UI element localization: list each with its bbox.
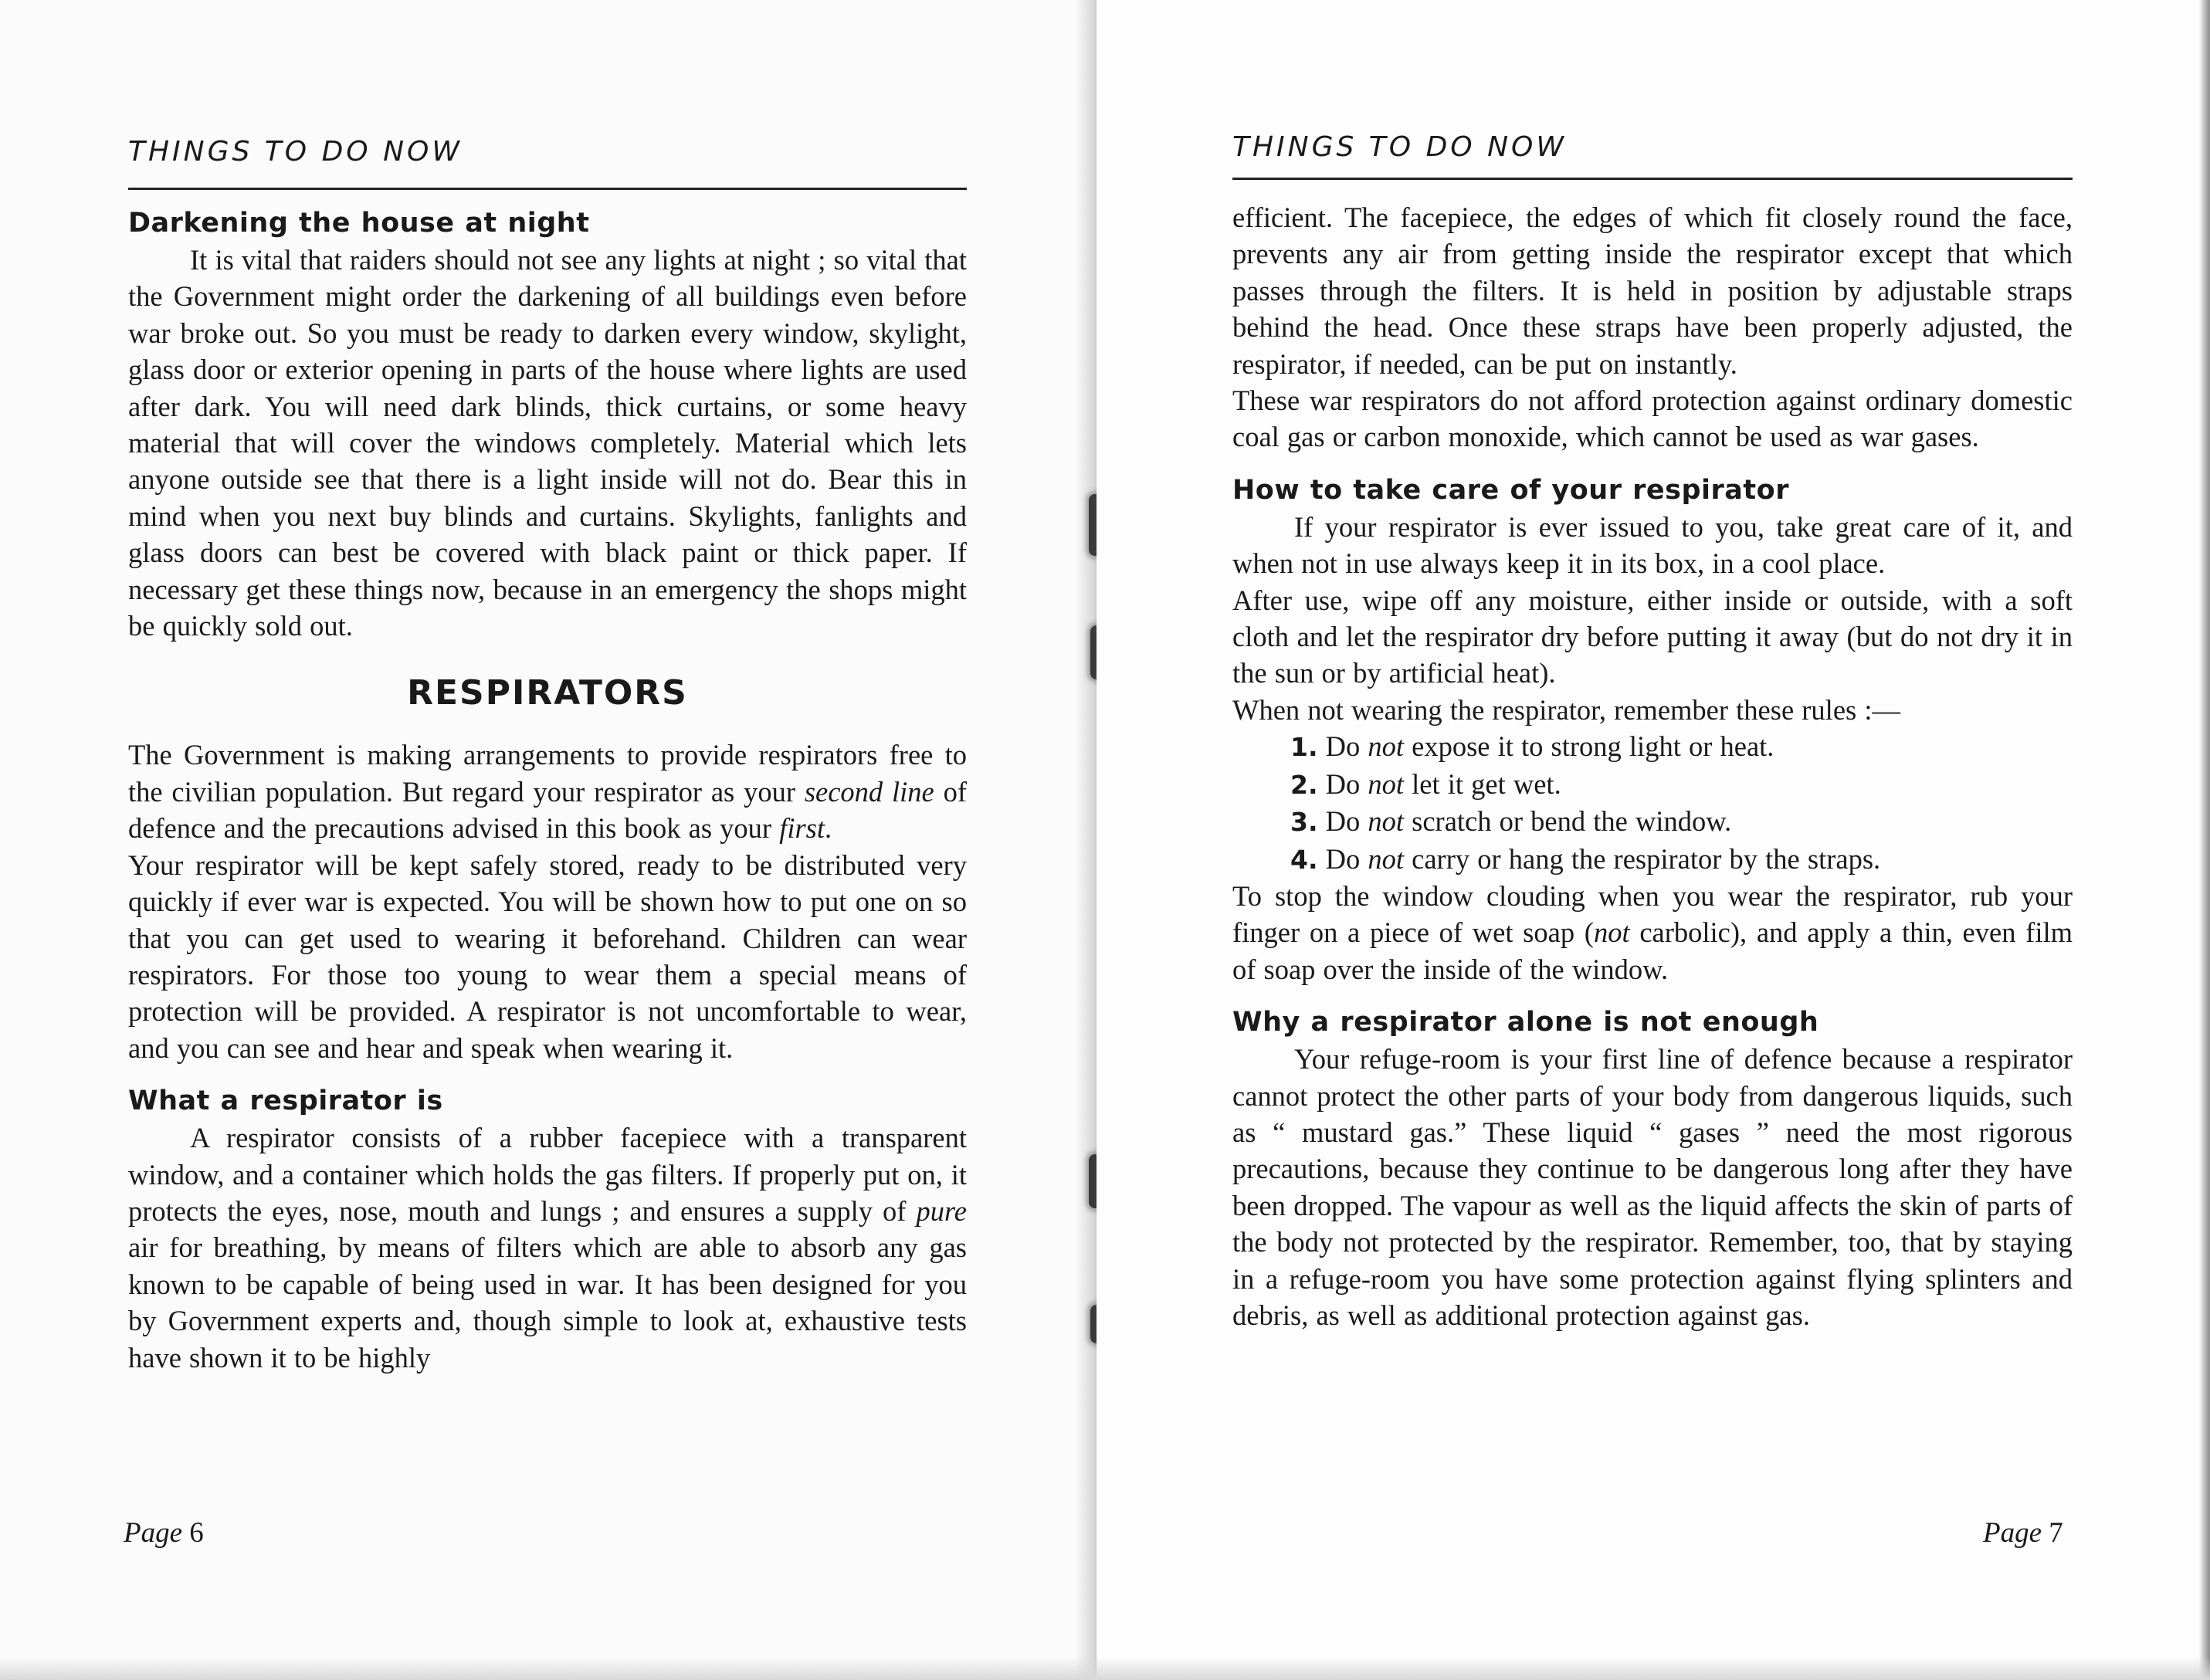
list-item: 1. Do not expose it to strong light or heat. xyxy=(1290,730,1774,763)
right-page xyxy=(1097,0,2210,1680)
right-page-body xyxy=(1232,199,2073,1333)
care-rules-list xyxy=(1232,728,2073,878)
darkening-heading: Darkening the house at night xyxy=(128,208,590,239)
header-rule xyxy=(1232,178,2073,180)
darkening-paragraph: It is vital that raiders should not see any lights at night ; so vital that the Government might order the darkening of all buildings even before war broke out. So you must be ready to darken every window, skylight, glass door or exterior opening in parts of the house where lights are used after dark. You will need dark blinds, thick curtains, or some heavy material that will cover the windows completely. Material which lets anyone outside see that there is a light inside will not do. Bear this in mind when you next buy blinds and curtains. Skylights, fanlights and glass doors can best be covered with black paint or thick paper. If necessary get these things now, because in an emergency the shops might be quickly sold out. xyxy=(128,244,967,642)
care-paragraph-1: If your respirator is ever issued to you, take great care of it, and when not in use always keep it in its box, in a cool place. xyxy=(1232,510,2073,580)
running-head: THINGS TO DO NOW xyxy=(128,136,463,168)
care-heading: How to take care of your respirator xyxy=(1232,474,1789,506)
left-page-body xyxy=(128,205,967,1376)
list-item: 4. Do not carry or hang the respirator by the straps. xyxy=(1290,842,1881,875)
page-number: Page 6 xyxy=(124,1517,204,1549)
page-number: Page 7 xyxy=(1983,1517,2063,1549)
care-paragraph-2: After use, wipe off any moisture, either inside or outside, with a soft cloth and let the respirator dry before putting it away (but do not dry it in the sun or by artificial heat). xyxy=(1232,584,2073,689)
respirators-title: RESPIRATORS xyxy=(407,673,688,713)
list-item: 3. Do not scratch or bend the window. xyxy=(1290,805,1732,838)
what-a-respirator-is-heading: What a respirator is xyxy=(128,1086,443,1117)
running-head: THINGS TO DO NOW xyxy=(1232,131,1567,163)
list-item: 2. Do not let it get wet. xyxy=(1290,767,1561,800)
care-paragraph-3: When not wearing the respirator, remember these rules :— xyxy=(1232,693,1900,726)
page-edge xyxy=(2199,0,2210,1680)
soap-paragraph: To stop the window clouding when you wear the respirator, rub your finger on a piece of wet soap (not carbolic), and apply a thin, even film of soap over the inside of the window. xyxy=(1232,879,2073,985)
continuation-paragraph: efficient. The facepiece, the edges of which fit closely round the face, prevents any air from getting inside the respirator except that which passes through the filters. It is held in position by adjustable straps behind the head. Once these straps have been properly adjusted, the respirator, if needed, can be put on instantly. xyxy=(1232,202,2073,380)
why-not-enough-paragraph: Your refuge-room is your first line of defence because a respirator cannot protect the other parts of your body from dangerous liquids, such as “ mustard gas.” These liquid “ gases ” need the most rigorous precautions, because they continue to be dangerous long after they have been dropped. The vapour as well as the liquid affects the skin of parts of the body not protected by the respirator. Remember, too, that by staying in a refuge-room you have some protection against flying splinters and debris, as well as additional protection against gas. xyxy=(1232,1043,2073,1331)
gas-note-paragraph: These war respirators do not afford protection against ordinary domestic coal gas or carbon monoxide, which cannot be used as war gases. xyxy=(1232,384,2073,453)
bottom-shadow xyxy=(0,1657,2210,1680)
respirators-paragraph-2: Your respirator will be kept safely stored, ready to be distributed very quickly if ever war is expected. You will be shown how to put one on so that you can get used to wearing it beforehand. Children can wear respirators. For those too young to wear them a special means of protection will be provided. A respirator is not uncomfortable to wear, and you can see and hear and speak when wearing it. xyxy=(128,848,967,1064)
why-not-enough-heading: Why a respirator alone is not enough xyxy=(1232,1007,1819,1038)
respirators-paragraph-1: The Government is making arrangements to provide respirators free to the civilian population. But regard your respirator as your second line of defence and the precautions advised in this book as your first. xyxy=(128,739,967,845)
header-rule xyxy=(128,188,967,190)
left-page xyxy=(0,0,1097,1680)
what-a-respirator-is-paragraph: A respirator consists of a rubber facepiece with a transparent window, and a container which holds the gas filters. If properly put on, it protects the eyes, nose, mouth and lungs ; and ensures a supply of pure air for breathing, by means of filters which are able to absorb any gas known to be capable of being used in war. It has been designed for you by Government experts and, though simple to look at, exhaustive tests have shown it to be highly xyxy=(128,1122,967,1373)
